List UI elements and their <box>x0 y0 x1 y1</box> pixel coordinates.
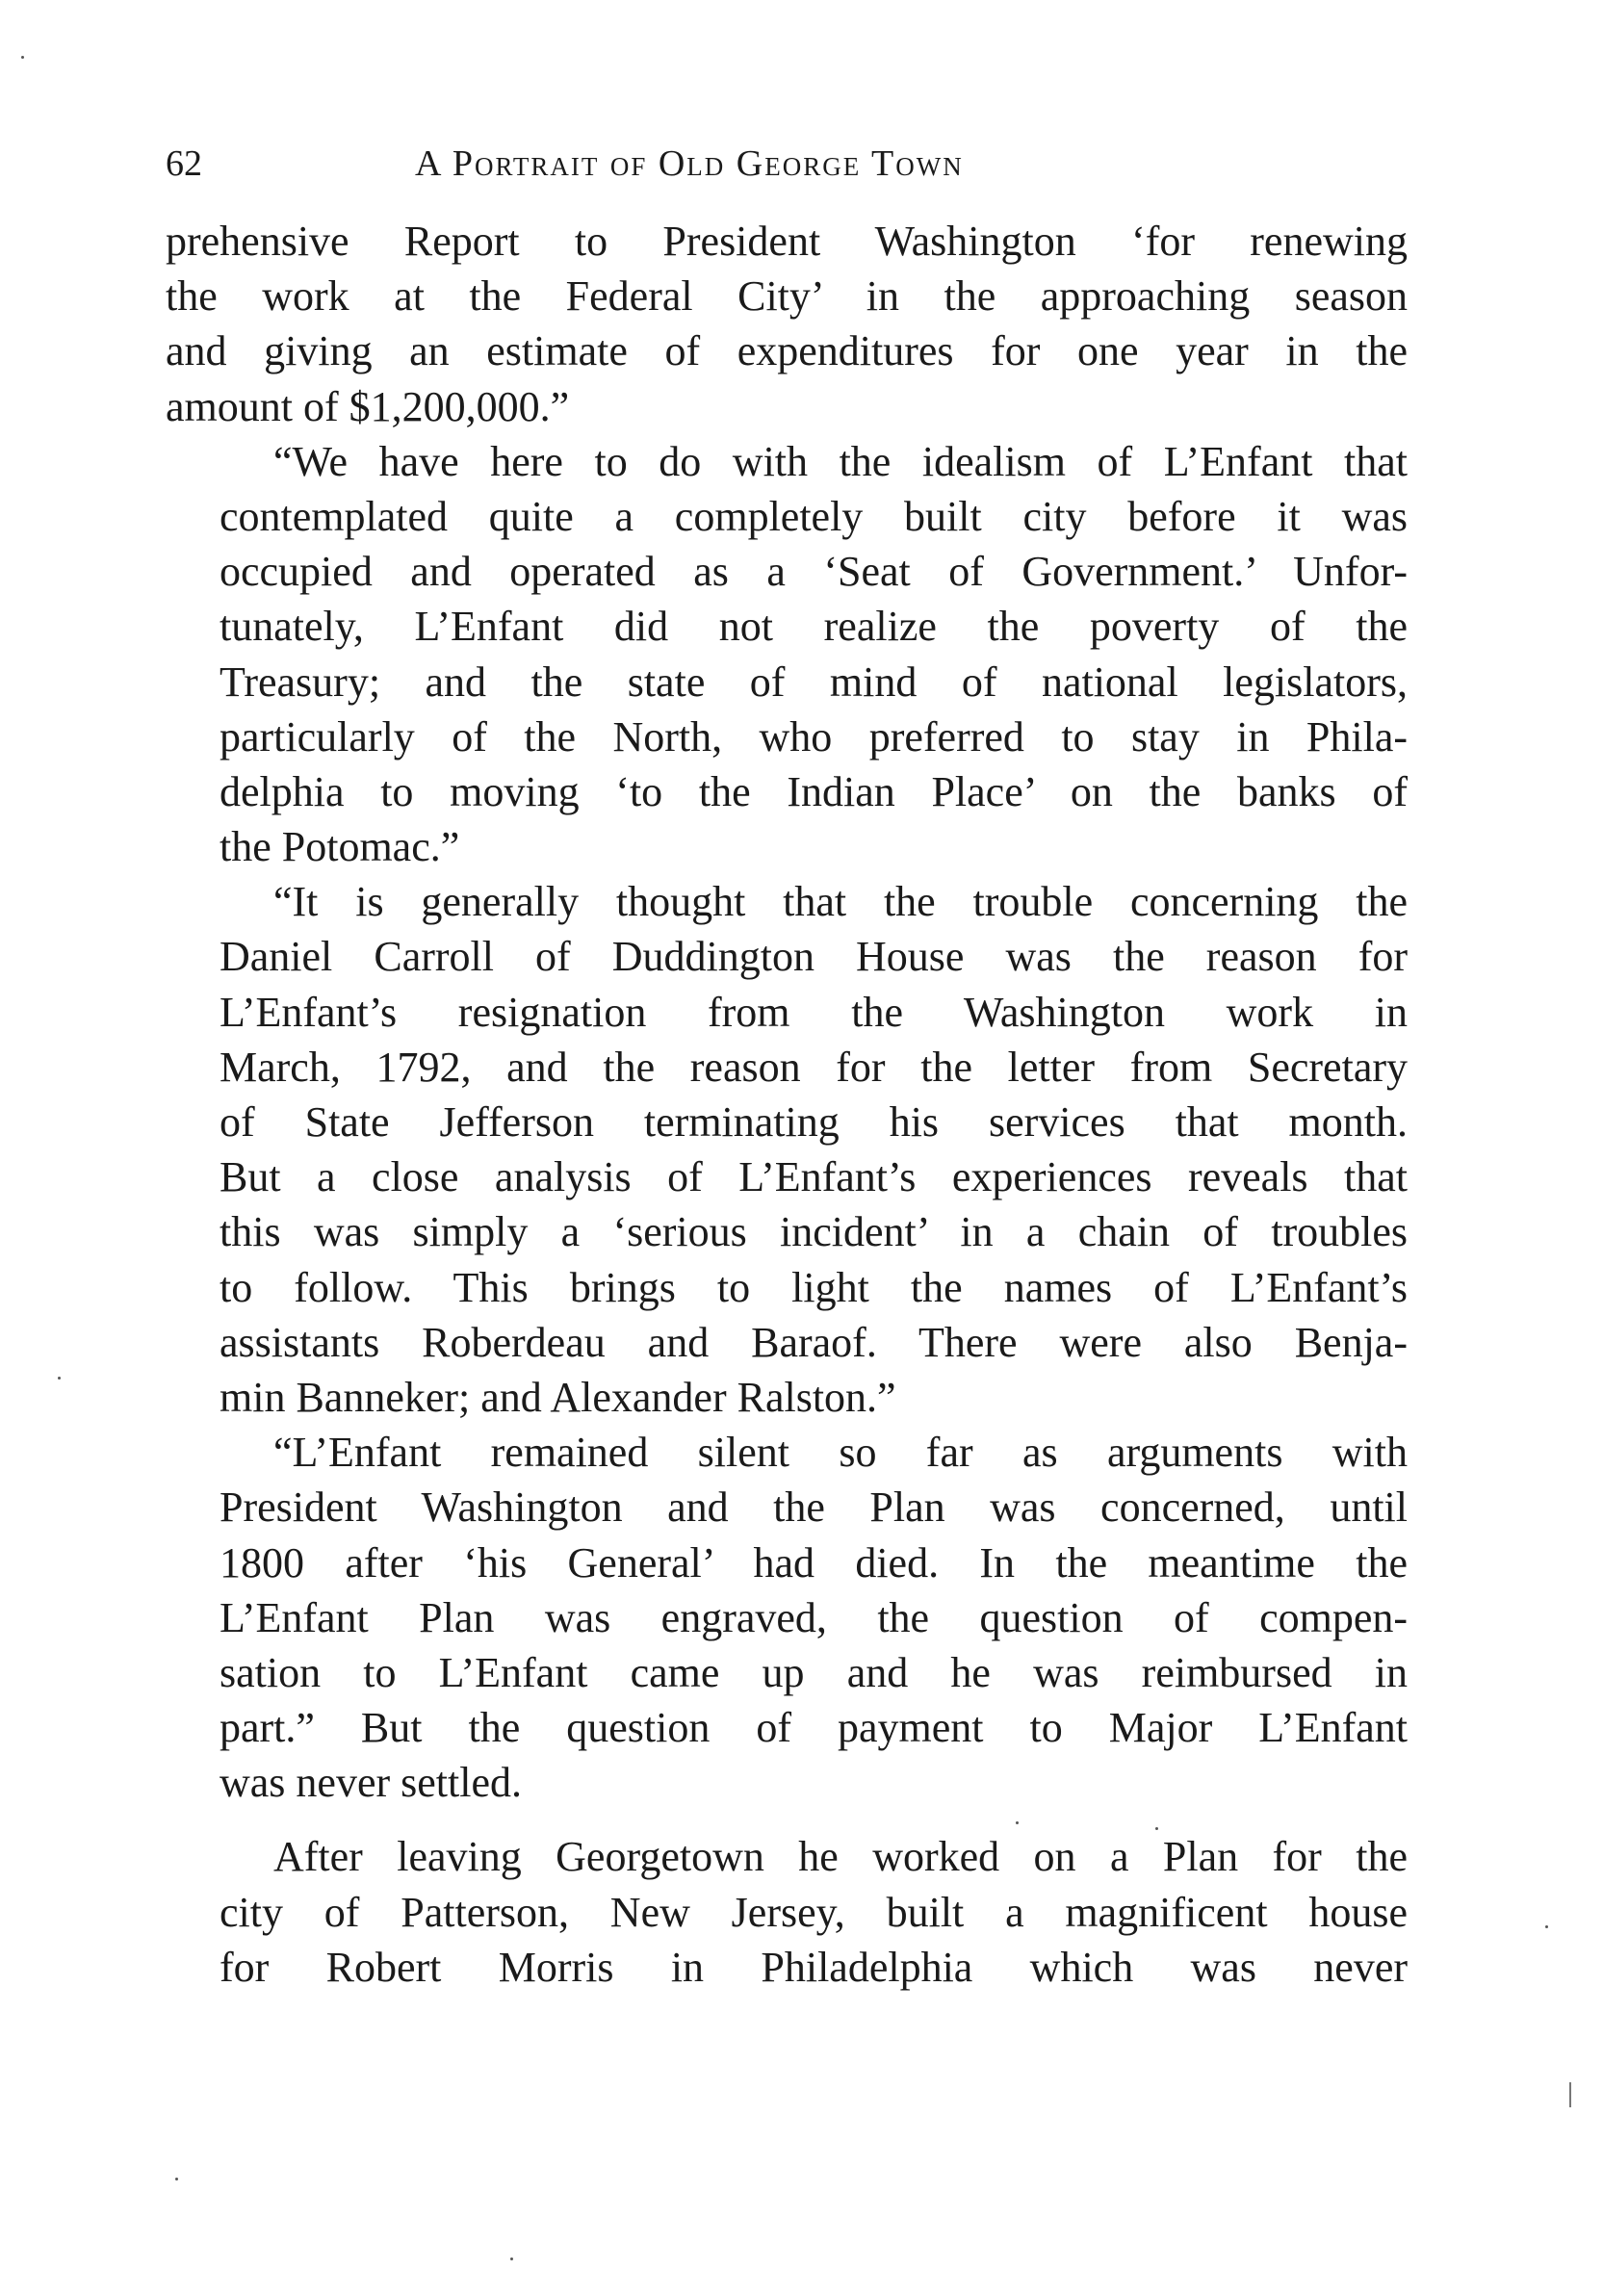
text-line: President Washington and the Plan was concerned, until <box>220 1483 1408 1532</box>
text-line: for Robert Morris in Philadelphia which was never <box>220 1943 1408 1991</box>
text-line: delphia to moving ‘to the Indian Place’ on the banks of <box>220 767 1408 815</box>
page-number: 62 <box>166 143 202 184</box>
text-line: part.” But the question of payment to Major L’Enfant <box>220 1704 1408 1752</box>
scan-speck <box>21 56 24 59</box>
paragraph <box>166 434 1408 875</box>
text-line: the Potomac.” <box>220 823 460 871</box>
body-text <box>166 214 1408 1995</box>
text-line: “L’Enfant remained silent so far as arguments with <box>273 1429 1408 1477</box>
text-line: sation to L’Enfant came up and he was reimbursed in <box>220 1648 1408 1696</box>
scan-mark <box>1569 2082 1571 2107</box>
text-line: After leaving Georgetown he worked on a Plan for the <box>273 1833 1408 1881</box>
text-line: tunately, L’Enfant did not realize the poverty of the <box>220 603 1408 651</box>
text-line: amount of $1,200,000.” <box>166 382 570 430</box>
text-line: occupied and operated as a ‘Seat of Government.’ Unfor- <box>220 548 1408 596</box>
text-line: “It is generally thought that the trouble concerning the <box>273 878 1408 926</box>
page-header <box>166 135 1408 193</box>
scan-speck <box>58 1377 61 1380</box>
scan-speck <box>510 2257 513 2260</box>
text-line: this was simply a ‘serious incident’ in a chain of troubles <box>220 1208 1408 1256</box>
text-line: March, 1792, and the reason for the letter from Secretary <box>220 1043 1408 1091</box>
paragraph <box>166 874 1408 1425</box>
text-line: to follow. This brings to light the names of L’Enfant’s <box>220 1263 1408 1311</box>
scan-speck <box>175 2178 178 2180</box>
text-line: prehensive Report to President Washington ‘for renewing <box>166 218 1408 265</box>
scan-speck <box>1155 1827 1158 1830</box>
scan-speck <box>1016 1821 1019 1824</box>
scan-speck <box>1545 1925 1548 1928</box>
text-line: min Banneker; and Alexander Ralston.” <box>220 1373 896 1421</box>
text-line: was never settled. <box>220 1759 522 1807</box>
text-line: L’Enfant’s resignation from the Washington work in <box>220 988 1408 1036</box>
paragraph <box>166 1829 1408 1995</box>
text-line: Treasury; and the state of mind of national legislators, <box>220 658 1408 706</box>
text-line: the work at the Federal City’ in the approaching season <box>166 272 1408 321</box>
text-line: particularly of the North, who preferred to stay in Phila- <box>220 712 1408 761</box>
text-line: L’Enfant Plan was engraved, the question of compen- <box>220 1593 1408 1641</box>
running-title: A Portrait of Old George Town <box>415 143 964 184</box>
text-line: city of Patterson, New Jersey, built a magnificent house <box>220 1888 1408 1936</box>
text-line: and giving an estimate of expenditures for one year in the <box>166 327 1408 375</box>
text-line: of State Jefferson terminating his services that month. <box>220 1098 1408 1146</box>
text-line: But a close analysis of L’Enfant’s experiences reveals that <box>220 1153 1408 1201</box>
text-line: contemplated quite a completely built city before it was <box>220 492 1408 540</box>
text-line: Daniel Carroll of Duddington House was the reason for <box>220 933 1408 981</box>
paragraph-continued <box>166 214 1408 434</box>
text-line: assistants Roberdeau and Baraof. There were also Benja- <box>220 1318 1408 1366</box>
text-line: “We have here to do with the idealism of L’Enfant that <box>273 437 1408 485</box>
paragraph <box>166 1425 1408 1810</box>
text-line: 1800 after ‘his General’ had died. In the meantime the <box>220 1538 1408 1587</box>
